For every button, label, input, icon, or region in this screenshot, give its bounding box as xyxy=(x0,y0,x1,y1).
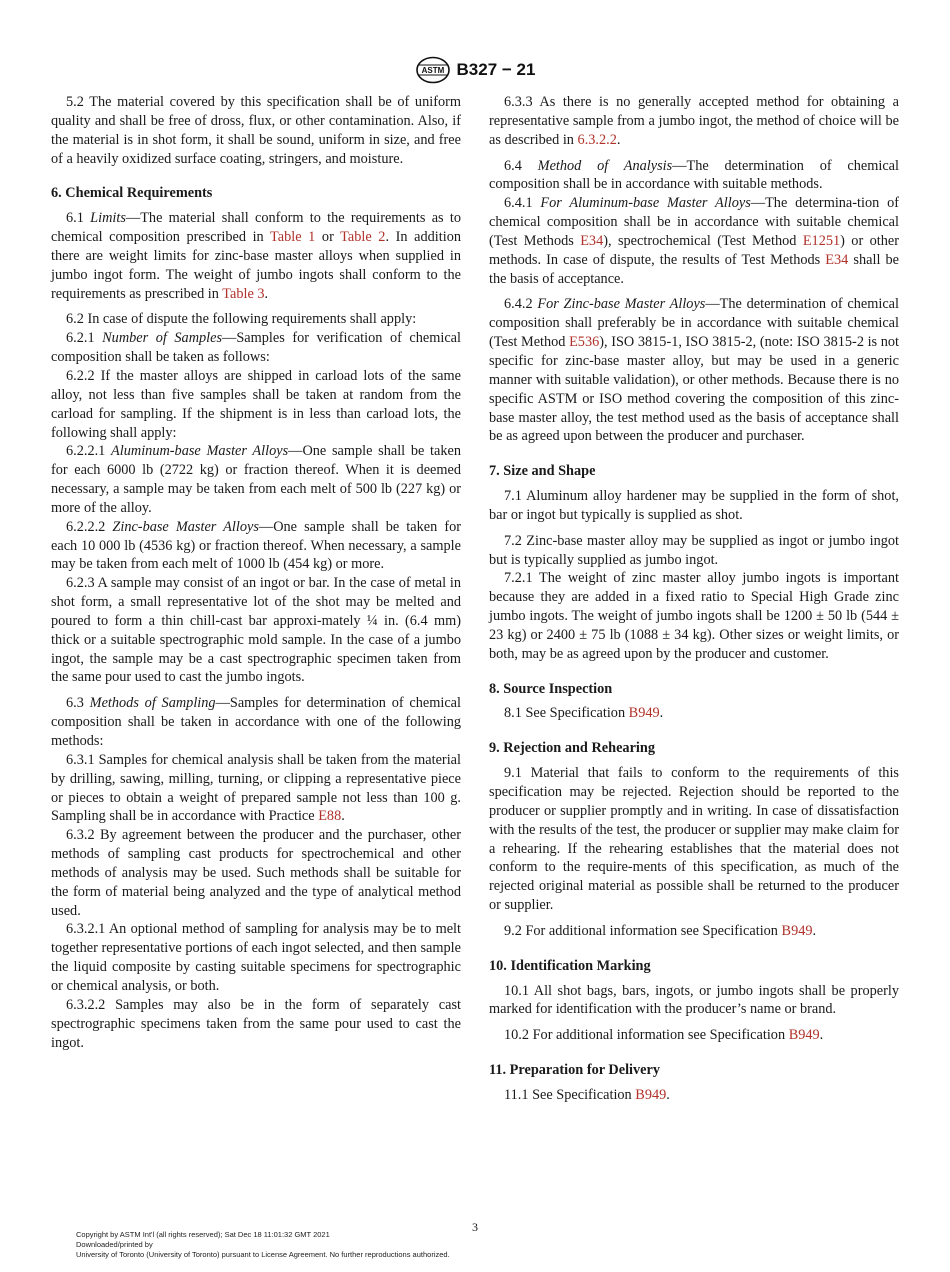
link-table-2[interactable]: Table 2 xyxy=(340,229,386,246)
link-e1251[interactable]: E1251 xyxy=(802,232,841,249)
link-table-3[interactable]: Table 3 xyxy=(222,285,265,302)
paragraph-5-2: 5.2 The material covered by this specification shall be of uniform quality and shall be free of dross, flux, or other contamination. Also, if the material is in shot form, it shall be sound, uniform in size, and free of a heavily oxidized surface coating, stringers, and moisture. xyxy=(51,94,461,167)
paragraph-6-3-3: 6.3.3 As there is no generally accepted method for obtaining a representative sample from a jumbo ingot, the method of choice will be as described in 6.3.2.2. xyxy=(489,94,899,148)
standard-designation: B327 − 21 xyxy=(456,60,536,79)
link-e88[interactable]: E88 xyxy=(318,808,342,825)
paragraph-8-1: 8.1 See Specification B949. xyxy=(504,705,664,722)
paragraph-11-1: 11.1 See Specification B949. xyxy=(504,1086,670,1103)
paragraph-6-4-1: 6.4.1 For Aluminum-base Master Alloys—The determina-tion of chemical composition shall be in accordance with suitable chemical (Test Methods E34), spectrochemical (Test Method E1251) or other methods. In case of dispute, the results of Test Methods E34 shall be the basis of acceptance. xyxy=(489,195,900,287)
paragraph-7-2: 7.2 Zinc-base master alloy may be supplied as ingot or jumbo ingot but is typically supplied as jumbo ingot. xyxy=(489,532,899,568)
paragraph-6-2-2-2: 6.2.2.2 Zinc-base Master Alloys—One sample shall be taken for each 10 000 lb (4536 kg) or fraction thereof. When necessary, a sample may be taken from each melt of 1000 lb (454 kg) or more. xyxy=(51,518,461,573)
paragraph-10-1: 10.1 All shot bags, bars, ingots, or jumbo ingots shall be properly marked for identification with the producer’s name or brand. xyxy=(489,982,899,1018)
page-header xyxy=(0,55,950,85)
link-b949[interactable]: B949 xyxy=(788,1027,820,1044)
paragraph-7-1: 7.1 Aluminum alloy hardener may be supplied in the form of shot, bar or ingot but typically is supplied as shot. xyxy=(489,488,899,523)
section-heading-11: 11. Preparation for Delivery xyxy=(489,1062,660,1079)
link-e34[interactable]: E34 xyxy=(580,232,604,249)
link-b949[interactable]: B949 xyxy=(635,1086,667,1103)
paragraph-6-2-1: 6.2.1 Number of Samples—Samples for verification of chemical composition shall be taken as follows: xyxy=(51,330,461,366)
link-e34-second[interactable]: E34 xyxy=(825,251,849,268)
footer-license: University of Toronto (University of Toronto) pursuant to License Agreement. No further reproductions authorized. xyxy=(76,1250,450,1259)
paragraph-6-2-2: 6.2.2 If the master alloys are shipped in carload lots of the same alloy, not less than five samples shall be taken at random from the carload for sampling. If the shipment is in less than carload lots, the following shall apply: xyxy=(51,367,461,441)
paragraph-6-3-2-1: 6.3.2.1 An optional method of sampling for analysis may be to melt together representative portions of each ingot selected, and then sample the liquid composite by casting suitable specimens for spectrographic or chemical analysis, or both. xyxy=(51,921,461,994)
paragraph-6-2: 6.2 In case of dispute the following requirements shall apply: xyxy=(66,311,417,328)
left-column xyxy=(51,93,461,1052)
link-6-3-2-2[interactable]: 6.3.2.2 xyxy=(577,131,617,148)
paragraph-7-2-1: 7.2.1 The weight of zinc master alloy jumbo ingots is important because they are added in a fixed ratio to Special High Grade zinc jumbo ingots. The weight of jumbo ingots shall be 1200 ± 50 lb (544 ± 23 kg) or 2400 ± 75 lb (1088 ± 34 kg). Other sizes or weight limits, or both, may be as agreed upon by the producer and customer. xyxy=(489,570,899,662)
page-number: 3 xyxy=(472,1220,478,1234)
astm-logo-icon xyxy=(415,56,451,84)
link-b949[interactable]: B949 xyxy=(781,922,813,939)
paragraph-6-2-3: 6.2.3 A sample may consist of an ingot or bar. In the case of metal in shot form, a small representative lot of the shot may be melted and poured to form a thin chill-cast bar approxi-mately ¼ in. (6.4 mm) thick or a suitable spectrographic mold sample. In the case of a jumbo ingot, the sample may be a cast spectrographic specimen taken from the same pour used to cast the jumbo ingots. xyxy=(51,575,461,686)
section-heading-9: 9. Rejection and Rehearing xyxy=(489,740,655,757)
page-footer xyxy=(76,1230,876,1260)
footer-copyright: Copyright by ASTM Int'l (all rights reserved); Sat Dec 18 11:01:32 GMT 2021 xyxy=(76,1230,330,1239)
link-e536[interactable]: E536 xyxy=(569,334,600,351)
section-heading-6: 6. Chemical Requirements xyxy=(51,185,213,202)
paragraph-6-1: 6.1 Limits—The material shall conform to the requirements as to chemical composition prescribed in Table 1 or Table 2. In addition there are weight limits for zinc-base master alloys when supplied in jumbo ingot form. The weight of jumbo ingots shall conform to the requirements as prescribed in Table 3. xyxy=(51,210,462,302)
link-b949[interactable]: B949 xyxy=(628,705,660,722)
paragraph-9-1: 9.1 Material that fails to conform to the requirements of this specification may be rejected. Rejection should be reported to the producer or supplier promptly and in writing. In case of dissatisfaction with the results of the test, the producer or supplier may make claim for a rehearing. If the rehearing establishes that the material does not conform to the require-ments of this specification, as much of the rejected original material as possible shall be returned to the producer or supplier. xyxy=(489,765,899,914)
paragraph-6-3: 6.3 Methods of Sampling—Samples for determination of chemical composition shall be taken in accordance with one of the following methods: xyxy=(51,695,461,749)
link-table-1[interactable]: Table 1 xyxy=(270,229,316,246)
section-heading-7: 7. Size and Shape xyxy=(489,463,596,480)
paragraph-6-3-1: 6.3.1 Samples for chemical analysis shall be taken from the material by drilling, sawing, milling, turning, or clipping a representative piece or pieces to obtain a weight of prepared sample not less than 100 g. Sampling shall be in accordance with Practice E88. xyxy=(51,751,461,825)
paragraph-6-3-2-2: 6.3.2.2 Samples may also be in the form of separately cast spectrographic specimens taken from the same pour used to cast the ingot. xyxy=(51,996,461,1051)
paragraph-9-2: 9.2 For additional information see Specification B949. xyxy=(504,922,817,939)
paragraph-6-3-2: 6.3.2 By agreement between the producer and the purchaser, other methods of sampling cast products for spectrochemical and other methods of analysis may be used. Such methods shall be suitable for the form of material being analyzed and the type of analytical method used. xyxy=(51,827,461,919)
svg-text:ASTM: ASTM xyxy=(421,66,444,75)
paragraph-6-4-2: 6.4.2 For Zinc-base Master Alloys—The determination of chemical composition shall preferably be in accordance with suitable chemical (Test Method E536), ISO 3815-1, ISO 3815-2, (note: ISO 3815-2 is not specific for zinc-base master alloy, but may be used in a generic manner with suitable validation), or other methods. Because there is no specific ASTM or ISO method covering the composition of this zinc-base master alloy, the test method used as the basis of acceptance shall be as agreed upon between the producer and purchaser. xyxy=(489,296,899,445)
section-heading-10: 10. Identification Marking xyxy=(489,957,651,974)
footer-downloaded: Downloaded/printed by xyxy=(76,1240,153,1249)
paragraph-6-4: 6.4 Method of Analysis—The determination of chemical composition shall be in accordance with suitable methods. xyxy=(489,157,899,193)
right-column xyxy=(489,93,899,1105)
paragraph-10-2: 10.2 For additional information see Specification B949. xyxy=(504,1027,824,1044)
section-heading-8: 8. Source Inspection xyxy=(489,680,613,697)
paragraph-6-2-2-1: 6.2.2.1 Aluminum-base Master Alloys—One sample shall be taken for each 6000 lb (2722 kg) or fraction thereof. When it is deemed necessary, a sample may be taken from each melt of 500 lb (227 kg) or more of the alloy. xyxy=(51,443,461,516)
